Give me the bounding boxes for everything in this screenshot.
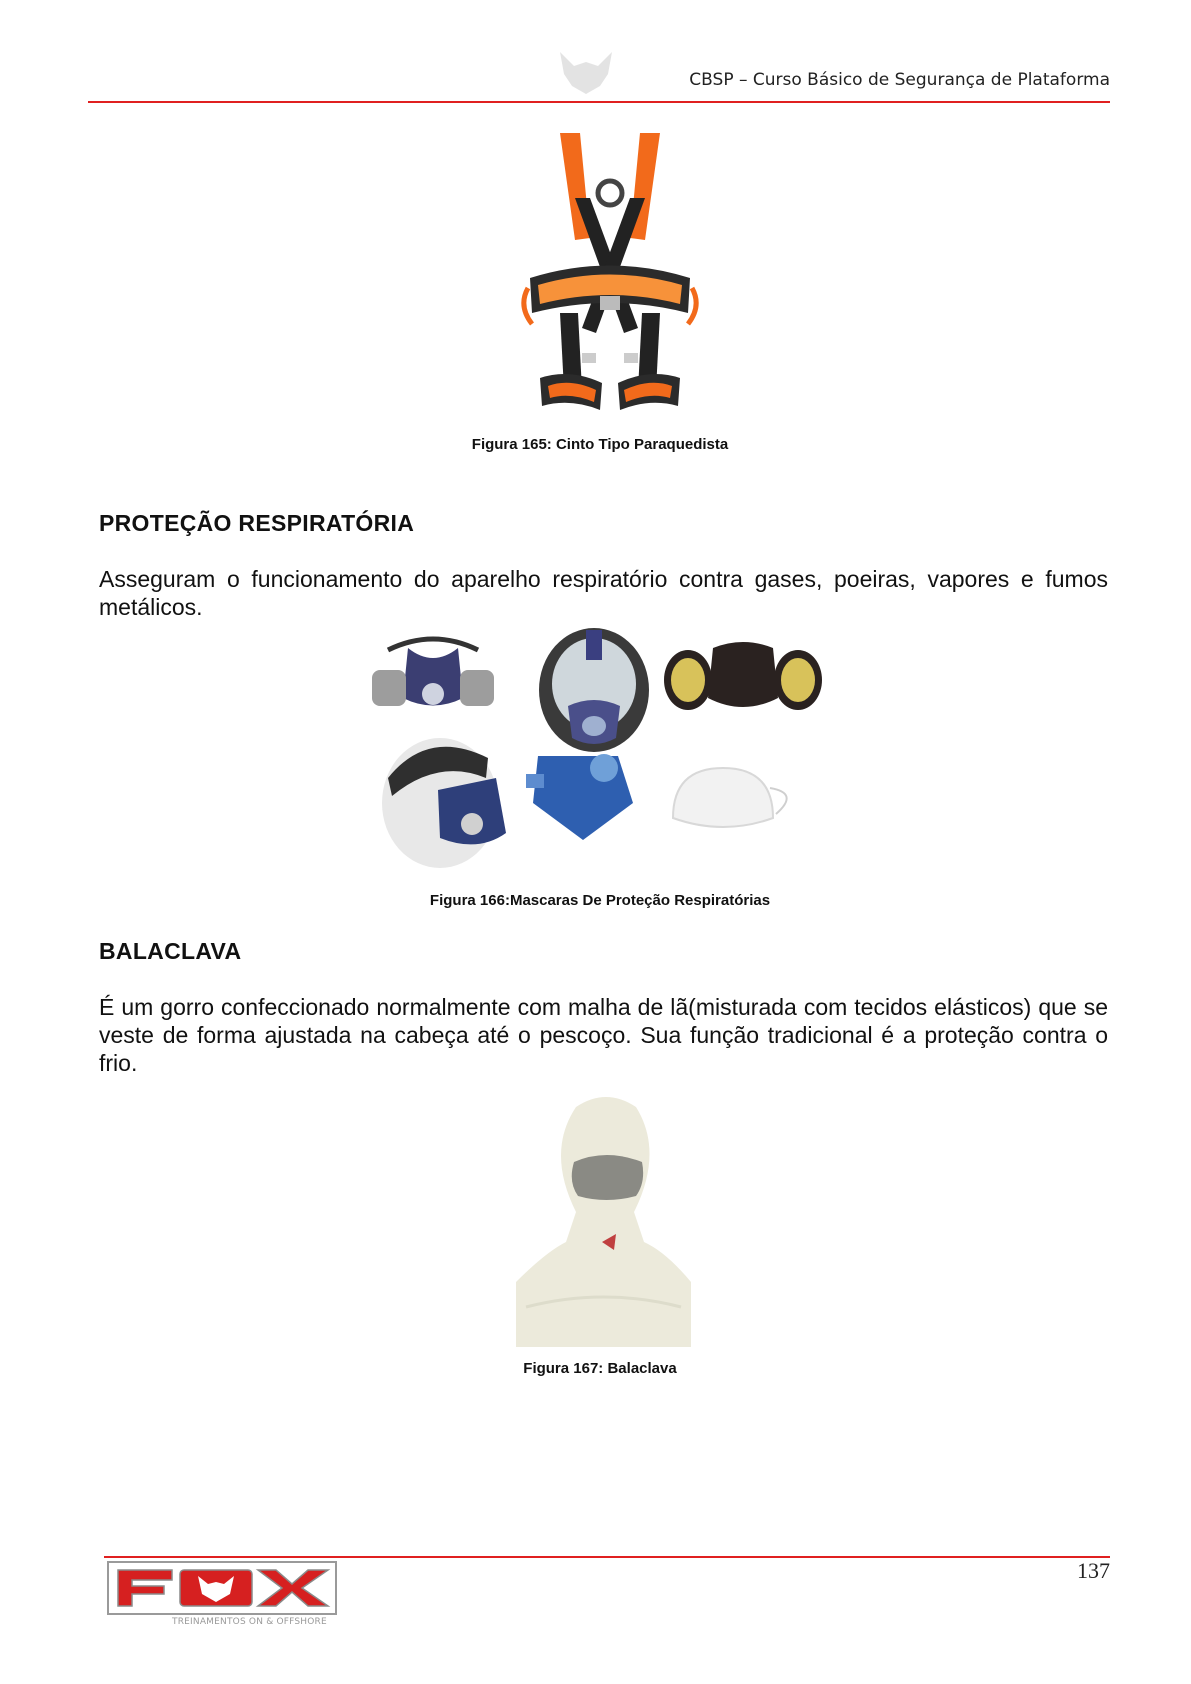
footer-rule	[104, 1556, 1110, 1558]
figure-167-caption: Figura 167: Balaclava	[523, 1360, 677, 1377]
fox-logo-icon	[106, 1560, 338, 1616]
figure-166-caption: Figura 166:Mascaras De Proteção Respiratórias	[429, 892, 771, 909]
white-dust-mask	[673, 768, 787, 827]
full-face-mask	[539, 628, 649, 752]
section-heading-respiratory: PROTEÇÃO RESPIRATÓRIA	[99, 510, 415, 536]
page-number: 137	[1077, 1558, 1110, 1583]
section-heading-balaclava: BALACLAVA	[99, 938, 242, 964]
mannequin-blue-respirator	[382, 738, 506, 868]
header-rule	[88, 101, 1110, 103]
harness-image	[520, 128, 700, 423]
balaclava-image	[516, 1092, 691, 1347]
section-body-respiratory: Asseguram o funcionamento do aparelho respiratório contra gases, poeiras, vapores e fumos metálicos.	[99, 566, 1108, 620]
half-mask-twin-cartridge	[372, 639, 494, 706]
header-fox-watermark-icon	[556, 50, 616, 96]
footer-tagline: TREINAMENTOS ON & OFFSHORE	[172, 1617, 327, 1627]
figure-165-caption: Figura 165: Cinto Tipo Paraquedista	[471, 436, 729, 453]
header-title: CBSP – Curso Básico de Segurança de Plataforma	[689, 70, 1110, 90]
respiratory-masks-image	[368, 628, 828, 868]
section-body-balaclava: É um gorro confeccionado normalmente com malha de lã(misturada com tecidos elásticos) que se veste de forma ajustada na cabeça até o pescoço. Sua função tradicional é a proteção contra o frio.	[99, 994, 1108, 1076]
black-twin-cartridge-mask	[664, 642, 822, 710]
blue-folding-respirator	[526, 754, 633, 840]
